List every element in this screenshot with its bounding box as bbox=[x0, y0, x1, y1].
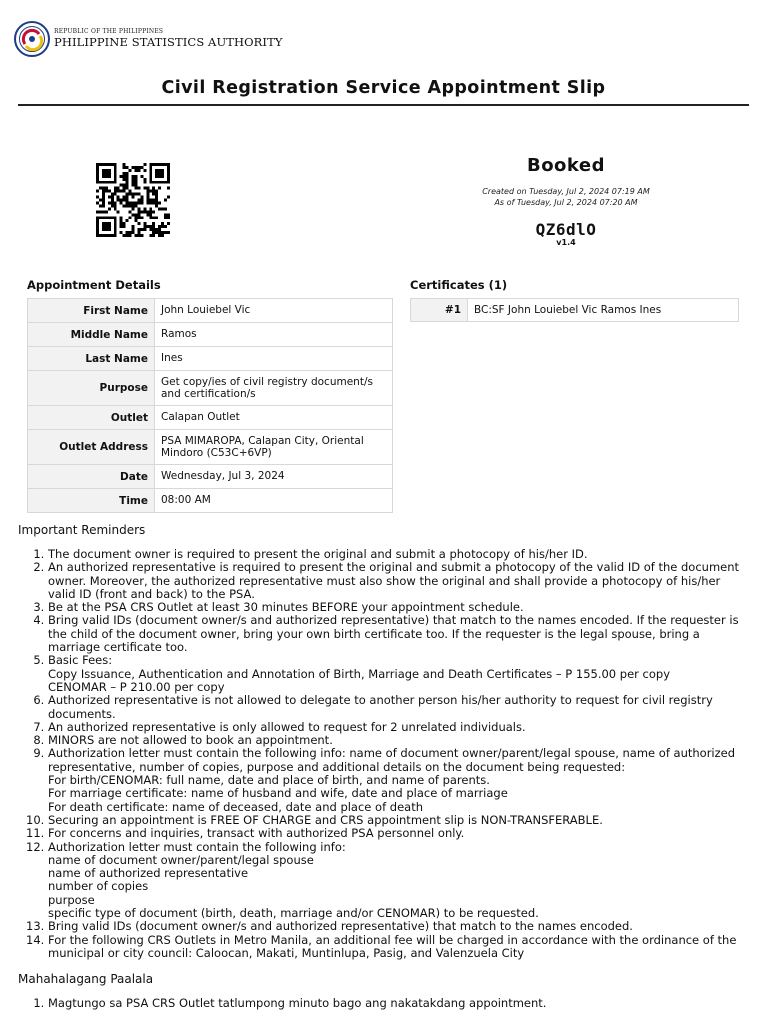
appointment-field-value: Ines bbox=[155, 347, 393, 371]
reminder-item bbox=[48, 934, 748, 961]
appointment-row bbox=[28, 489, 393, 513]
reminder-item bbox=[48, 920, 748, 933]
appointment-field-label: Last Name bbox=[28, 347, 155, 371]
reminder-text: For marriage certificate: name of husband and wife, date and place of marriage bbox=[48, 786, 508, 801]
appointment-field-label: Outlet bbox=[28, 406, 155, 430]
reminder-item bbox=[48, 841, 748, 921]
appointment-field-value: PSA MIMAROPA, Calapan City, Oriental Mindoro (C53C+6VP) bbox=[155, 430, 393, 465]
reminder-text: number of copies bbox=[48, 879, 149, 894]
psa-wordmark bbox=[54, 29, 283, 49]
page-title: Civil Registration Service Appointment Slip bbox=[161, 78, 606, 98]
status-block bbox=[400, 155, 732, 247]
certificates-heading: Certificates (1) bbox=[410, 278, 508, 292]
reference-code: QZ6dlO bbox=[535, 220, 597, 239]
paalala-heading: Mahahalagang Paalala bbox=[18, 972, 154, 986]
qr-code-image bbox=[96, 163, 170, 237]
appointment-field-value: John Louiebel Vic bbox=[155, 299, 393, 323]
brand-name-text: PHILIPPINE STATISTICS AUTHORITY bbox=[54, 35, 283, 50]
version-label: v1.4 bbox=[556, 238, 576, 247]
appointment-row bbox=[28, 406, 393, 430]
appointment-details-heading: Appointment Details bbox=[27, 278, 161, 292]
appointment-details-table bbox=[27, 298, 393, 513]
reminder-text: specific type of document (birth, death, marriage and/or CENOMAR) to be requested. bbox=[48, 906, 539, 921]
reminder-item bbox=[48, 814, 748, 827]
appointment-field-label: Time bbox=[28, 489, 155, 513]
reminder-text: 13. Bring valid IDs (document owner/s and authorized representative) that match to the names encoded. bbox=[48, 919, 633, 934]
appointment-field-value: Ramos bbox=[155, 323, 393, 347]
appointment-row bbox=[28, 430, 393, 465]
reminder-item bbox=[48, 614, 748, 654]
reminder-text: 12. Authorization letter must contain the following info: bbox=[48, 839, 346, 854]
certificates-table bbox=[410, 298, 739, 322]
psa-header bbox=[14, 16, 283, 62]
appointment-field-value: Wednesday, Jul 3, 2024 bbox=[155, 465, 393, 489]
reminder-item bbox=[48, 734, 748, 747]
important-reminders-heading: Important Reminders bbox=[18, 523, 146, 537]
reminder-text: 9. Authorization letter must contain the following info: name of document owner/parent/legal spouse, name of authorized representative, number of copies, purpose and additional details on the document being requested: bbox=[48, 746, 736, 774]
appointment-field-value: Calapan Outlet bbox=[155, 406, 393, 430]
reminder-text: 10. Securing an appointment is FREE OF CHARGE and CRS appointment slip is NON-TRANSFERABLE. bbox=[48, 812, 603, 827]
reminder-item bbox=[48, 694, 748, 721]
reminder-text: 5. Basic Fees: bbox=[48, 653, 113, 668]
reminder-text: 14. For the following CRS Outlets in Metro Manila, an additional fee will be charged in accordance with the ordinance of the municipal or city council: Caloocan, Makati, Muntinlupa, Pasig, and Valenzuela City bbox=[48, 932, 737, 960]
paalala-item: 1. Magtungo sa PSA CRS Outlet tatlumpong minuto bago ang nakatakdang appointment. bbox=[48, 997, 748, 1010]
reminder-item bbox=[48, 721, 748, 734]
reminder-item bbox=[48, 827, 748, 840]
appointment-field-label: First Name bbox=[28, 299, 155, 323]
reminder-item bbox=[48, 601, 748, 614]
reminder-item bbox=[48, 548, 748, 561]
appointment-field-label: Middle Name bbox=[28, 323, 155, 347]
reminder-item bbox=[48, 747, 748, 813]
reminder-text: name of authorized representative bbox=[48, 866, 249, 881]
appointment-row bbox=[28, 371, 393, 406]
appointment-field-value: 08:00 AM bbox=[155, 489, 393, 513]
reminder-text: For birth/CENOMAR: full name, date and place of birth, and name of parents. bbox=[48, 773, 490, 788]
appointment-row bbox=[28, 465, 393, 489]
psa-seal-logo bbox=[14, 21, 50, 57]
brand-republic-text: REPUBLIC OF THE PHILIPPINES bbox=[54, 28, 164, 36]
appointment-field-label: Outlet Address bbox=[28, 430, 155, 465]
reminder-text: 3. Be at the PSA CRS Outlet at least 30 minutes BEFORE your appointment schedule. bbox=[48, 600, 524, 615]
appointment-row bbox=[28, 299, 393, 323]
reminder-text: 7. An authorized representative is only allowed to request for 2 unrelated individuals. bbox=[48, 719, 526, 734]
reminder-text: Copy Issuance, Authentication and Annotation of Birth, Marriage and Death Certificates – P 155.00 per copy bbox=[48, 666, 670, 681]
reminder-text: 8. MINORS are not allowed to book an appointment. bbox=[48, 733, 333, 748]
appointment-field-label: Date bbox=[28, 465, 155, 489]
certificate-number: #1 bbox=[411, 299, 468, 322]
reminder-text: 6. Authorized representative is not allowed to delegate to another person his/her authority to request for civil registry documents. bbox=[48, 693, 713, 721]
reminder-text: 4. Bring valid IDs (document owner/s and authorized representative) that match to the names encoded. If the requester is the child of the document owner, bring your own birth certificate too. If the requester is the legal spouse, bring a marriage certificate too. bbox=[48, 613, 739, 655]
paalala-list bbox=[18, 997, 748, 1010]
as-of-timestamp: As of Tuesday, Jul 2, 2024 07:20 AM bbox=[494, 198, 638, 207]
reminder-text: name of document owner/parent/legal spouse bbox=[48, 852, 314, 867]
reminder-item bbox=[48, 654, 748, 694]
appointment-row bbox=[28, 347, 393, 371]
status-label: Booked bbox=[526, 155, 606, 176]
certificate-row bbox=[411, 299, 739, 322]
reminder-text: CENOMAR – P 210.00 per copy bbox=[48, 679, 225, 694]
certificate-value: BC:SF John Louiebel Vic Ramos Ines bbox=[468, 299, 739, 322]
reminder-text: 2. An authorized representative is required to present the original and submit a photocopy of the valid ID of the document owner. Moreover, the authorized representative must also show the original and shall provide a photocopy of his/her valid ID (front and back) to the PSA. bbox=[48, 560, 740, 601]
title-divider bbox=[18, 104, 749, 106]
reminder-text: For death certificate: name of deceased, date and place of death bbox=[48, 799, 423, 814]
created-timestamp: Created on Tuesday, Jul 2, 2024 07:19 AM bbox=[482, 187, 650, 196]
reminder-text: 1. The document owner is required to present the original and submit a photocopy of his/her ID. bbox=[48, 547, 588, 561]
important-reminders-list bbox=[18, 548, 748, 960]
appointment-row bbox=[28, 323, 393, 347]
reminder-item bbox=[48, 561, 748, 601]
appointment-field-value: Get copy/ies of civil registry document/s and certification/s bbox=[155, 371, 393, 406]
reminder-text: purpose bbox=[48, 892, 95, 907]
reminder-text: 11. For concerns and inquiries, transact with authorized PSA personnel only. bbox=[48, 826, 465, 841]
appointment-field-label: Purpose bbox=[28, 371, 155, 406]
